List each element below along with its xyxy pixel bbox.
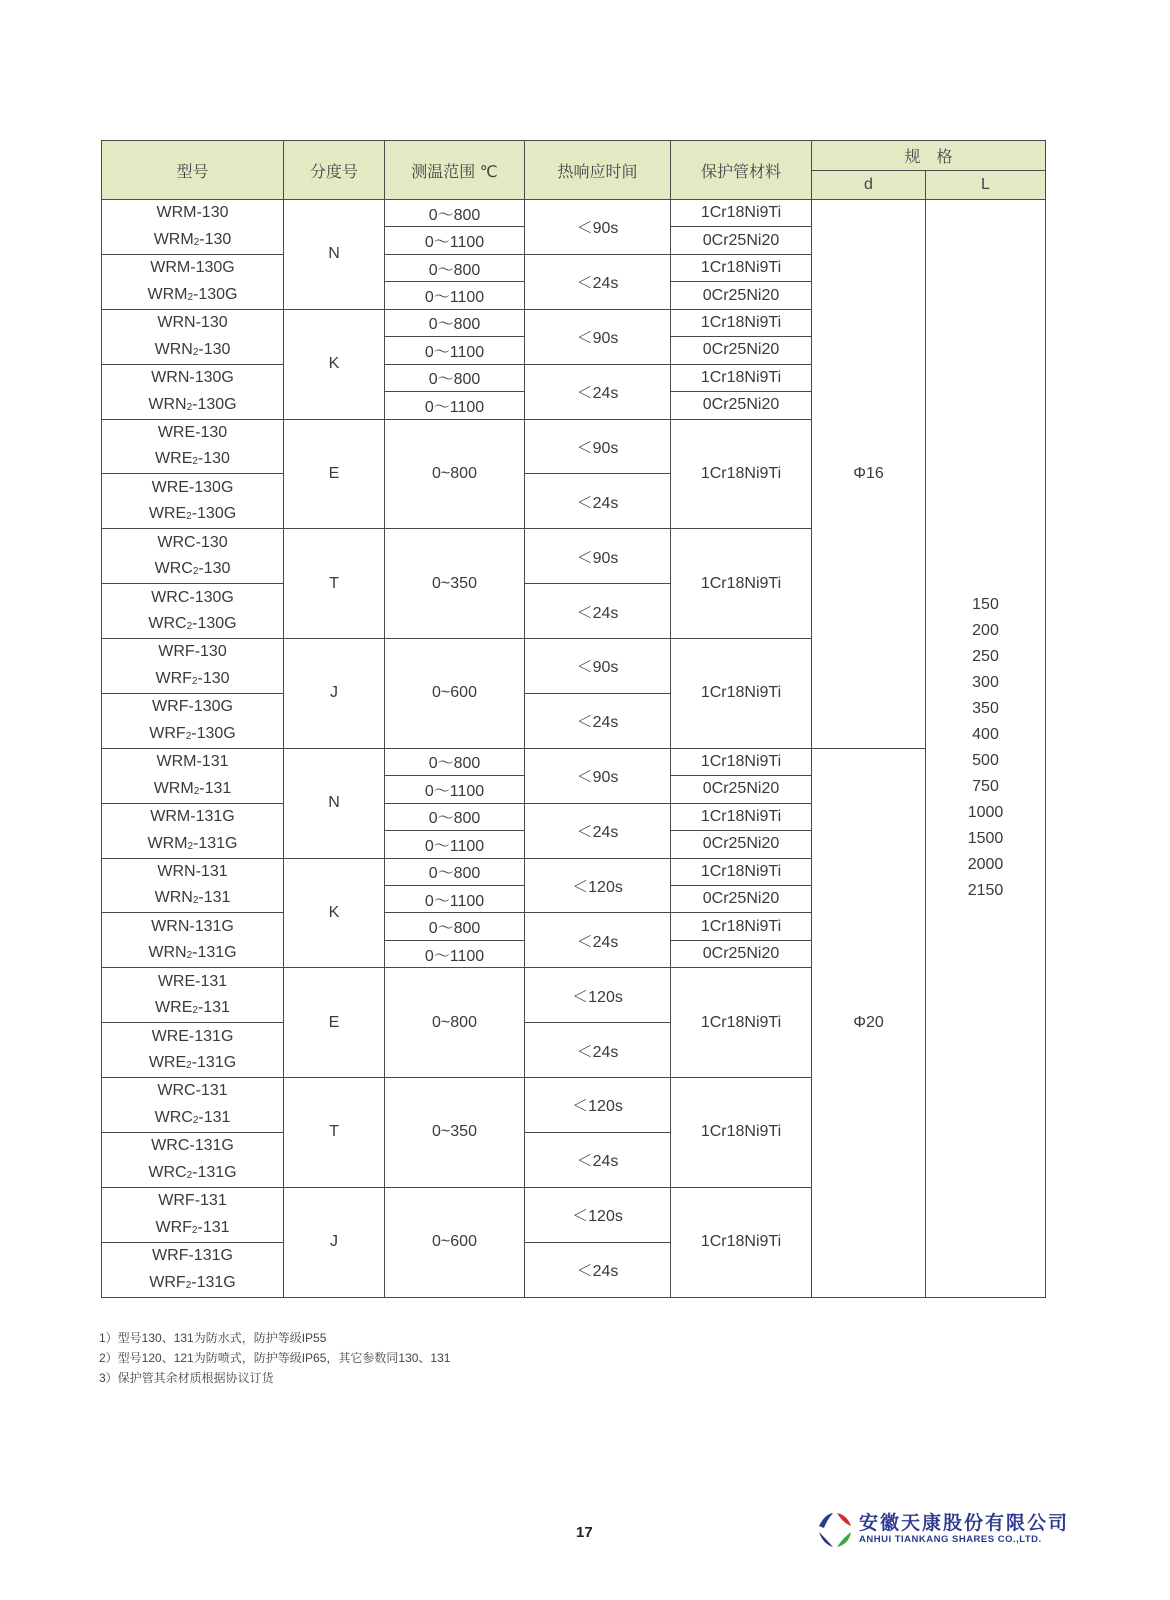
model-subscript: 2 <box>192 1005 198 1017</box>
range-cell: 0～800 <box>385 200 525 227</box>
material-cell: 0Cr25Ni20 <box>671 282 812 309</box>
model-name: WRE-130G <box>151 478 234 496</box>
model-name: $WRC_2-130$ <box>154 560 231 578</box>
range-cell: 0～800 <box>385 254 525 281</box>
graduation-cell: J <box>284 639 385 749</box>
response-cell: ＜24s <box>525 474 671 529</box>
model-name: $WRF_2-131G$ <box>149 1273 236 1291</box>
model-name: $WRM_2-130G$ <box>147 285 238 303</box>
length-value: 1500 <box>967 830 1004 848</box>
response-cell: ＜90s <box>525 639 671 694</box>
response-cell: ＜24s <box>525 913 671 968</box>
header-spec-l: L <box>926 171 1046 200</box>
model-name: $WRN_2-130G$ <box>148 395 237 413</box>
table-body <box>102 200 1046 1298</box>
model-name: WRF-130G <box>152 698 233 716</box>
response-cell: ＜24s <box>525 693 671 748</box>
model-cell <box>102 309 284 364</box>
material-cell: 1Cr18Ni9Ti <box>671 913 812 940</box>
model-cell <box>102 584 284 639</box>
range-cell: 0～1100 <box>385 831 525 858</box>
model-cell <box>102 803 284 858</box>
model-name: $WRE_2-131G$ <box>148 1054 237 1072</box>
model-name: WRM-130G <box>150 259 235 277</box>
model-cell <box>102 1023 284 1078</box>
response-cell: ＜24s <box>525 803 671 858</box>
model-name: WRE-130 <box>157 423 228 441</box>
length-value: 300 <box>972 674 999 692</box>
material-cell: 1Cr18Ni9Ti <box>671 968 812 1078</box>
model-name: WRN-130 <box>157 314 228 332</box>
range-cell: 0～1100 <box>385 392 525 419</box>
spec-table <box>101 140 1046 1298</box>
range-cell: 0~600 <box>385 639 525 749</box>
model-cell <box>102 1242 284 1297</box>
material-cell: 0Cr25Ni20 <box>671 885 812 912</box>
spec-d-cell: Φ16 <box>812 200 926 749</box>
header-spec-d: d <box>812 171 926 200</box>
range-cell: 0～1100 <box>385 885 525 912</box>
model-name: WRC-130G <box>151 588 234 606</box>
header-model: 型号 <box>102 141 284 200</box>
response-cell: ＜120s <box>525 968 671 1023</box>
model-name: $WRC_2-131G$ <box>148 1163 237 1181</box>
header-material: 保护管材料 <box>671 141 812 200</box>
range-cell: 0～1100 <box>385 940 525 967</box>
model-name: $WRN_2-130$ <box>154 340 231 358</box>
model-subscript: 2 <box>193 236 200 248</box>
company-logo <box>815 1508 1070 1552</box>
range-cell: 0～800 <box>385 309 525 336</box>
model-name: $WRM_2-131$ <box>153 779 232 797</box>
response-cell: ＜90s <box>525 748 671 803</box>
graduation-cell: N <box>284 748 385 858</box>
range-cell: 0～800 <box>385 858 525 885</box>
company-name-cn: 安徽天康股份有限公司 <box>859 1513 1070 1534</box>
model-subscript: 2 <box>186 950 193 962</box>
model-name: $WRE_2-130G$ <box>148 505 237 523</box>
range-cell: 0~800 <box>385 968 525 1078</box>
note: 1）型号130、131为防水式，防护等级IP55 <box>99 1331 327 1345</box>
graduation-cell: T <box>284 1078 385 1188</box>
model-name: WRF-131 <box>158 1192 227 1210</box>
model-subscript: 2 <box>186 401 193 413</box>
model-cell <box>102 419 284 474</box>
model-subscript: 2 <box>185 730 192 742</box>
material-cell: 0Cr25Ni20 <box>671 392 812 419</box>
length-value: 250 <box>972 648 999 666</box>
model-name: $WRE_2-131$ <box>155 999 230 1017</box>
model-cell <box>102 364 284 419</box>
material-cell: 1Cr18Ni9Ti <box>671 419 812 529</box>
model-subscript: 2 <box>187 291 194 303</box>
model-cell <box>102 200 284 255</box>
table-row <box>102 748 1046 775</box>
range-cell: 0～800 <box>385 748 525 775</box>
length-value: 200 <box>972 622 999 640</box>
model-cell <box>102 474 284 529</box>
model-cell <box>102 1132 284 1187</box>
range-cell: 0～1100 <box>385 776 525 803</box>
material-cell: 1Cr18Ni9Ti <box>671 309 812 336</box>
length-value: 400 <box>972 726 999 744</box>
model-subscript: 2 <box>192 566 199 578</box>
model-subscript: 2 <box>186 621 193 633</box>
company-name-en: ANHUI TIANKANG SHARES CO.,LTD. <box>859 1534 1042 1545</box>
material-cell: 0Cr25Ni20 <box>671 831 812 858</box>
material-cell: 1Cr18Ni9Ti <box>671 1187 812 1297</box>
response-cell: ＜24s <box>525 584 671 639</box>
range-cell: 0～1100 <box>385 337 525 364</box>
model-subscript: 2 <box>192 895 199 907</box>
model-name: $WRF_2-130$ <box>155 669 230 687</box>
note: 2）型号120、121为防喷式，防护等级IP65，其它参数同130、131 <box>99 1351 451 1365</box>
model-subscript: 2 <box>186 1060 192 1072</box>
model-subscript: 2 <box>186 1169 193 1181</box>
response-cell: ＜90s <box>525 200 671 255</box>
model-name: WRE-131 <box>157 972 228 990</box>
range-cell: 0~800 <box>385 419 525 529</box>
model-cell <box>102 639 284 694</box>
header-graduation: 分度号 <box>284 141 385 200</box>
response-cell: ＜24s <box>525 254 671 309</box>
model-name: WRF-131G <box>152 1247 233 1265</box>
material-cell: 0Cr25Ni20 <box>671 337 812 364</box>
table-row <box>102 200 1046 227</box>
response-cell: ＜90s <box>525 529 671 584</box>
model-subscript: 2 <box>191 675 198 687</box>
notes <box>99 1328 450 1388</box>
range-cell: 0～1100 <box>385 282 525 309</box>
model-name: WRN-130G <box>151 369 234 387</box>
model-subscript: 2 <box>192 1114 199 1126</box>
header-spec: 规 格 <box>812 141 1046 171</box>
range-cell: 0~350 <box>385 1078 525 1188</box>
graduation-cell: J <box>284 1187 385 1297</box>
model-subscript: 2 <box>191 1224 198 1236</box>
model-name: WRF-130 <box>158 643 227 661</box>
response-cell: ＜24s <box>525 1132 671 1187</box>
model-name: $WRC_2-131$ <box>154 1108 231 1126</box>
model-name: WRM-131 <box>156 753 229 771</box>
range-cell: 0~350 <box>385 529 525 639</box>
model-name: $WRF_2-131$ <box>155 1218 230 1236</box>
model-cell <box>102 1078 284 1133</box>
length-value: 1000 <box>967 804 1004 822</box>
graduation-cell: T <box>284 529 385 639</box>
model-name: $WRE_2-130$ <box>155 450 230 468</box>
material-cell: 1Cr18Ni9Ti <box>671 364 812 391</box>
model-cell <box>102 693 284 748</box>
model-cell <box>102 1187 284 1242</box>
response-cell: ＜90s <box>525 309 671 364</box>
response-cell: ＜24s <box>525 364 671 419</box>
model-name: WRN-131 <box>157 862 228 880</box>
model-subscript: 2 <box>186 511 192 523</box>
model-name: $WRF_2-130G$ <box>149 724 236 742</box>
model-name: WRC-131G <box>151 1137 234 1155</box>
model-cell <box>102 913 284 968</box>
range-cell: 0～1100 <box>385 227 525 254</box>
model-name: $WRM_2-130$ <box>153 230 232 248</box>
model-name: WRE-131G <box>151 1027 234 1045</box>
range-cell: 0～800 <box>385 364 525 391</box>
model-name: WRC-131 <box>157 1082 228 1100</box>
response-cell: ＜120s <box>525 858 671 913</box>
response-cell: ＜24s <box>525 1242 671 1297</box>
response-cell: ＜120s <box>525 1187 671 1242</box>
length-value: 2150 <box>967 882 1004 900</box>
length-value: 350 <box>972 700 999 718</box>
model-subscript: 2 <box>187 840 194 852</box>
material-cell: 1Cr18Ni9Ti <box>671 200 812 227</box>
model-name: WRM-130 <box>156 204 229 222</box>
model-subscript: 2 <box>193 785 200 797</box>
material-cell: 1Cr18Ni9Ti <box>671 1078 812 1188</box>
range-cell: 0～800 <box>385 913 525 940</box>
model-name: $WRN_2-131G$ <box>148 944 237 962</box>
model-name: $WRC_2-130G$ <box>148 615 237 633</box>
response-cell: ＜24s <box>525 1023 671 1078</box>
model-cell <box>102 968 284 1023</box>
model-cell <box>102 748 284 803</box>
response-cell: ＜120s <box>525 1078 671 1133</box>
material-cell: 0Cr25Ni20 <box>671 227 812 254</box>
length-value: 150 <box>972 596 999 614</box>
range-cell: 0~600 <box>385 1187 525 1297</box>
spec-d-cell: Φ20 <box>812 748 926 1297</box>
model-name: WRN-131G <box>151 917 234 935</box>
header-response: 热响应时间 <box>525 141 671 200</box>
response-cell: ＜90s <box>525 419 671 474</box>
model-cell <box>102 529 284 584</box>
note: 3）保护管其余材质根据协议订货 <box>99 1371 274 1385</box>
model-cell <box>102 254 284 309</box>
material-cell: 1Cr18Ni9Ti <box>671 858 812 885</box>
page-number: 17 <box>576 1524 593 1541</box>
company-logo-icon <box>815 1510 855 1550</box>
model-subscript: 2 <box>185 1279 192 1291</box>
header-range: 测温范围 ℃ <box>385 141 525 200</box>
model-subscript: 2 <box>192 346 199 358</box>
material-cell: 1Cr18Ni9Ti <box>671 639 812 749</box>
graduation-cell: E <box>284 419 385 529</box>
model-name: WRM-131G <box>150 808 235 826</box>
material-cell: 0Cr25Ni20 <box>671 776 812 803</box>
model-cell <box>102 858 284 913</box>
graduation-cell: K <box>284 309 385 419</box>
material-cell: 1Cr18Ni9Ti <box>671 803 812 830</box>
length-value: 2000 <box>967 856 1004 874</box>
material-cell: 1Cr18Ni9Ti <box>671 254 812 281</box>
length-list <box>926 592 1045 904</box>
material-cell: 1Cr18Ni9Ti <box>671 529 812 639</box>
graduation-cell: E <box>284 968 385 1078</box>
length-value: 500 <box>972 752 999 770</box>
model-name: $WRN_2-131$ <box>154 889 231 907</box>
range-cell: 0～800 <box>385 803 525 830</box>
length-value: 750 <box>972 778 999 796</box>
spec-l-cell <box>926 200 1046 1298</box>
model-name: $WRM_2-131G$ <box>147 834 238 852</box>
model-subscript: 2 <box>192 456 198 468</box>
material-cell: 0Cr25Ni20 <box>671 940 812 967</box>
model-name: WRC-130 <box>157 533 228 551</box>
graduation-cell: K <box>284 858 385 968</box>
graduation-cell: N <box>284 200 385 310</box>
material-cell: 1Cr18Ni9Ti <box>671 748 812 775</box>
